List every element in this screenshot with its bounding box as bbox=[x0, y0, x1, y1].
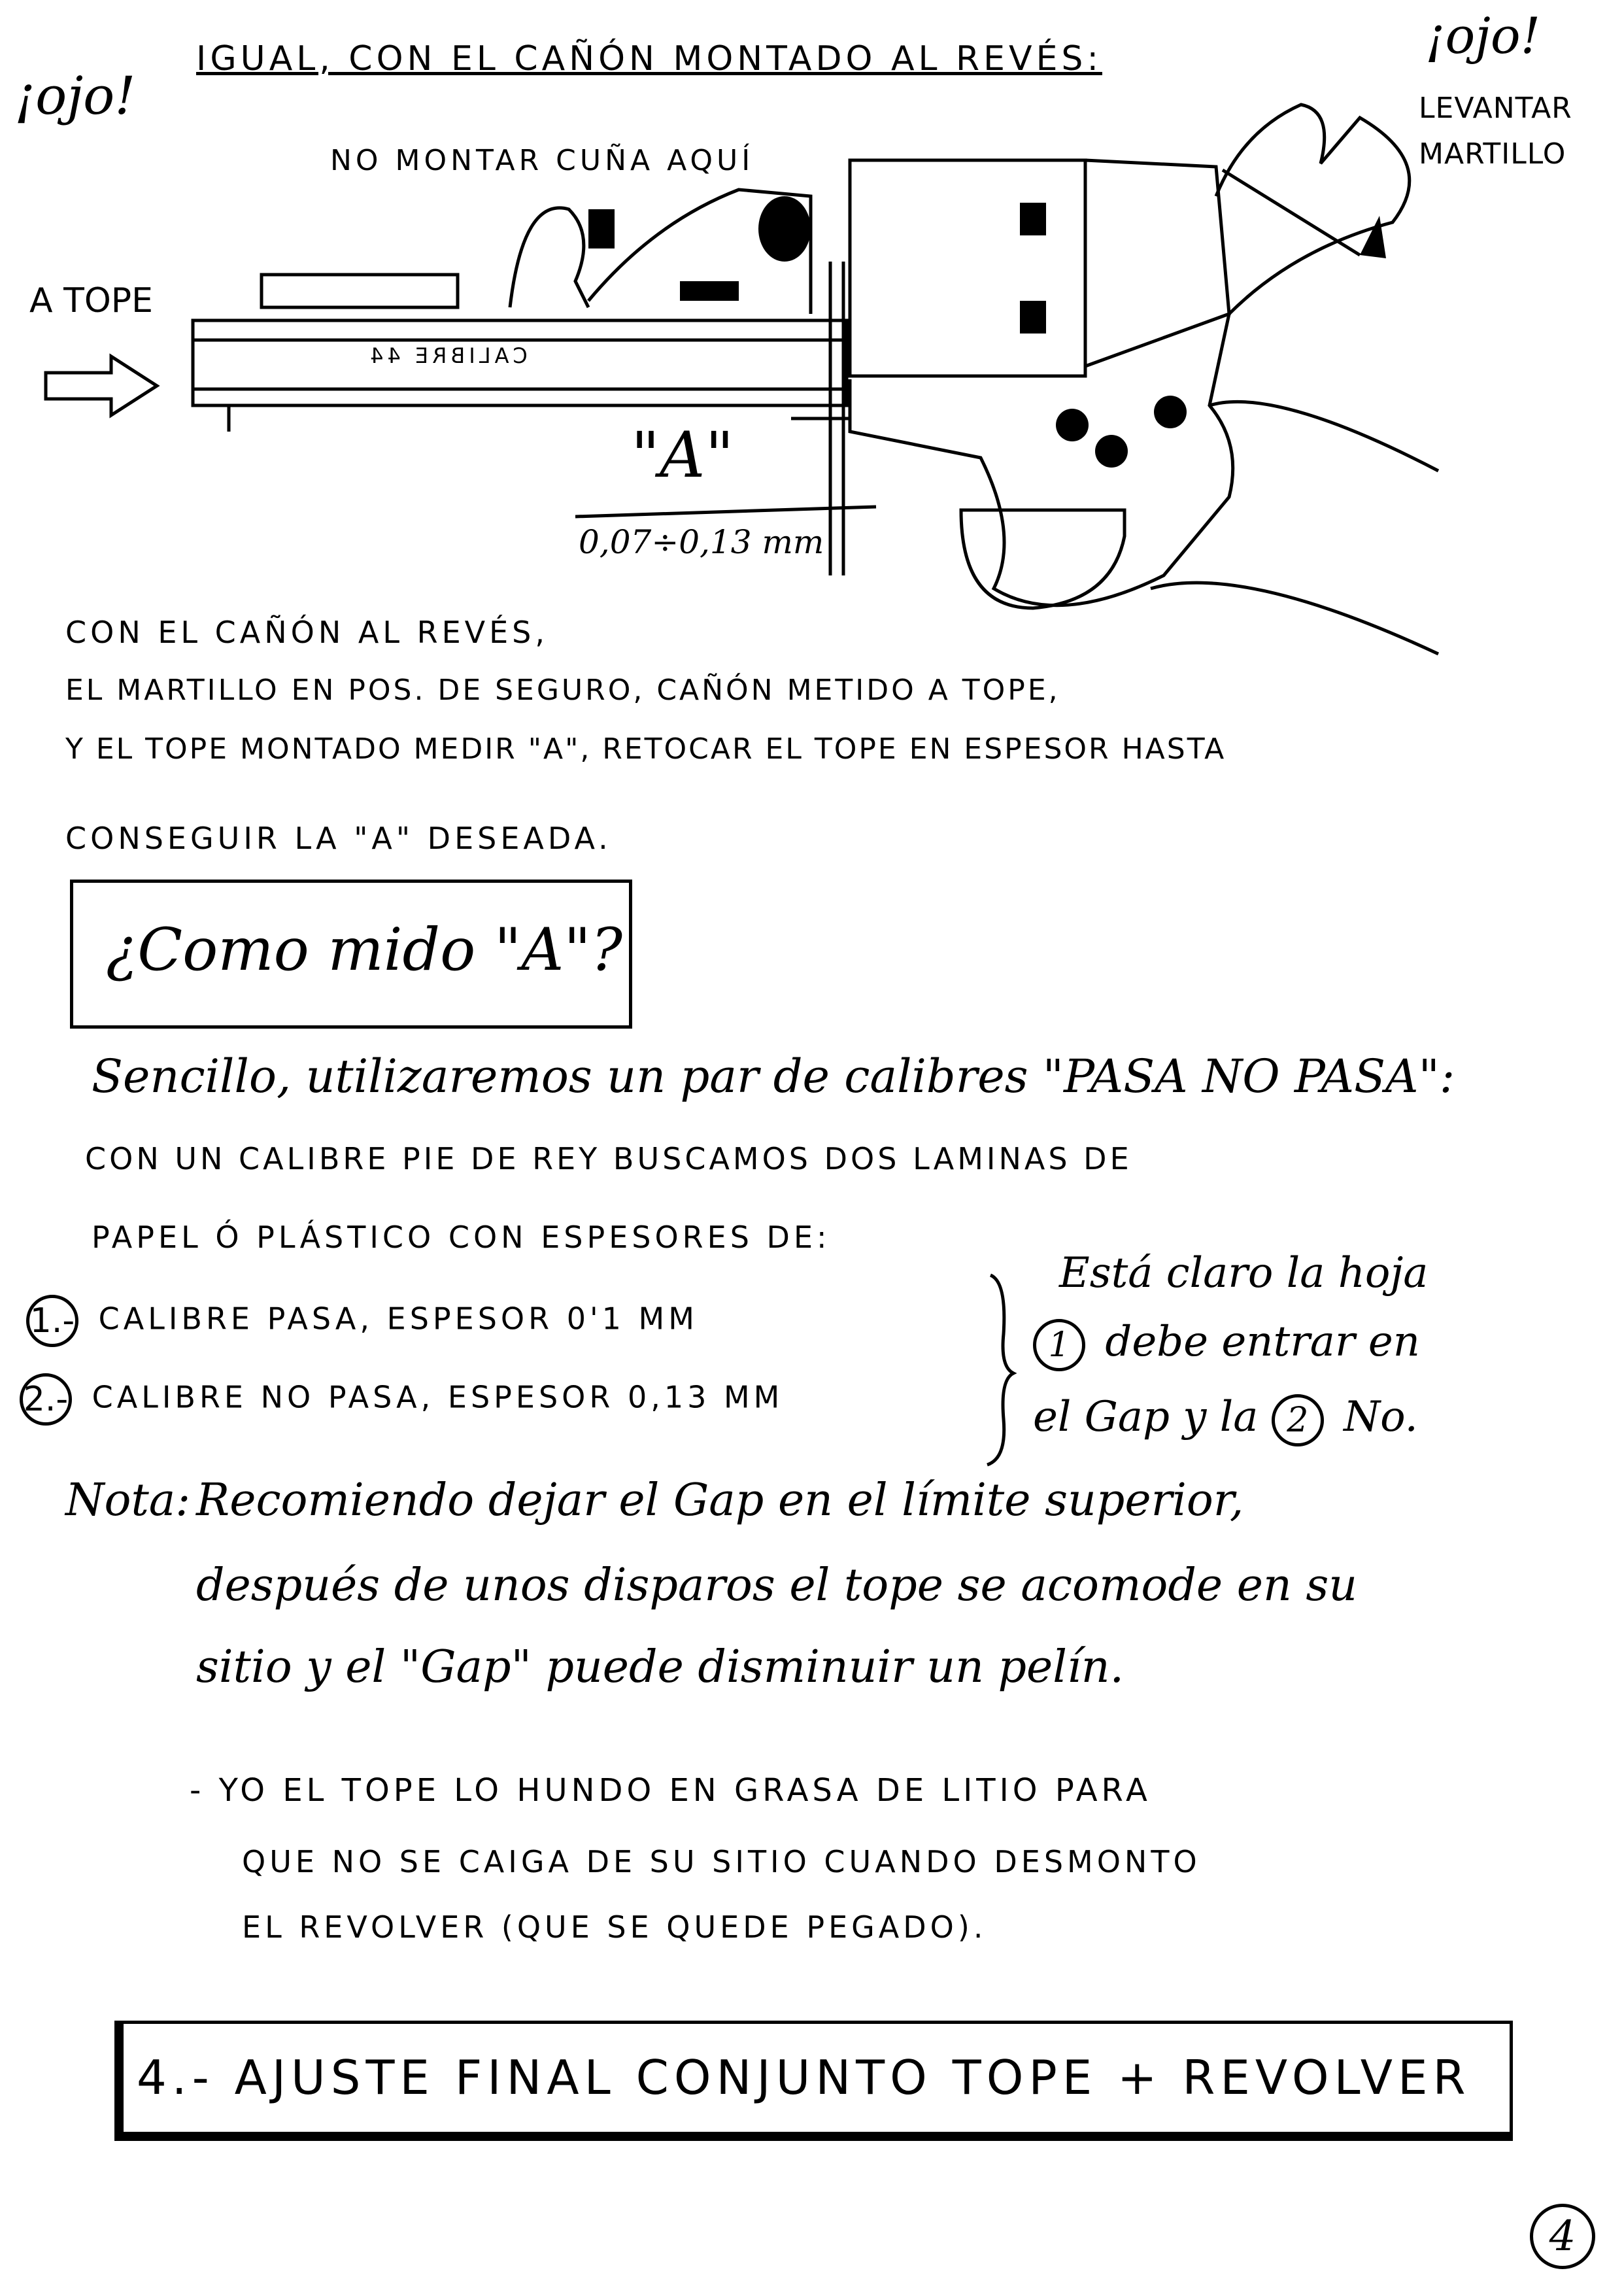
note-line: Recomiendo dejar el Gap en el límite superior, bbox=[196, 1475, 1244, 1526]
side-note-line bbox=[1033, 1318, 1420, 1371]
side-note-text: No. bbox=[1344, 1393, 1418, 1441]
instruction-line: Y EL TOPE MONTADO MEDIR "A", RETOCAR EL TOPE EN ESPESOR HASTA bbox=[65, 732, 1226, 766]
sheet-number-1: 1 bbox=[1033, 1319, 1085, 1371]
gap-a-label: "A" bbox=[631, 419, 734, 492]
section-title: 4.- AJUSTE FINAL CONJUNTO TOPE + REVOLVER bbox=[137, 2050, 1471, 2105]
stop-label: A TOPE bbox=[29, 281, 154, 320]
side-note-line bbox=[1033, 1393, 1418, 1446]
instruction-line: EL MARTILLO EN POS. DE SEGURO, CAÑÓN METIDO A TOPE, bbox=[65, 674, 1060, 707]
answer-line: PAPEL Ó PLÁSTICO CON ESPESORES DE: bbox=[92, 1220, 831, 1255]
page-number: 4 bbox=[1530, 2204, 1595, 2269]
tip-line: QUE NO SE CAIGA DE SU SITIO CUANDO DESMONTO bbox=[242, 1844, 1201, 1879]
lift-hammer-label-1: LEVANTAR bbox=[1419, 92, 1572, 125]
item-text: CALIBRE NO PASA, ESPESOR 0,13 MM bbox=[92, 1379, 784, 1415]
answer-line: CON UN CALIBRE PIE DE REY BUSCAMOS DOS LAMINAS DE bbox=[85, 1141, 1132, 1176]
ojo-exclamation: ¡ojo! bbox=[14, 65, 136, 126]
side-note-text: debe entrar en bbox=[1105, 1318, 1420, 1366]
page-heading: IGUAL, CON EL CAÑÓN MONTADO AL REVÉS: bbox=[196, 39, 1102, 78]
sheet-number-2: 2 bbox=[1272, 1394, 1324, 1446]
note-line: sitio y el "Gap" puede disminuir un pelín. bbox=[196, 1641, 1125, 1693]
tip-line: - YO EL TOPE LO HUNDO EN GRASA DE LITIO PARA bbox=[190, 1772, 1151, 1809]
item-number: 2.- bbox=[20, 1373, 72, 1426]
instruction-line: CONSEGUIR LA "A" DESEADA. bbox=[65, 821, 612, 856]
item-text: CALIBRE PASA, ESPESOR 0'1 MM bbox=[98, 1301, 698, 1337]
gap-value: 0,07÷0,13 mm bbox=[579, 523, 824, 561]
note-line: después de unos disparos el tope se acomode en su bbox=[196, 1560, 1358, 1611]
item-number: 1.- bbox=[26, 1295, 78, 1347]
question-text: ¿Como mido "A"? bbox=[106, 915, 623, 984]
section-title-box bbox=[114, 2021, 1513, 2141]
answer-line: Sencillo, utilizaremos un par de calibres "PASA NO PASA": bbox=[92, 1050, 1455, 1103]
side-note-text: el Gap y la bbox=[1033, 1393, 1259, 1441]
tip-line: EL REVOLVER (QUE SE QUEDE PEGADO). bbox=[242, 1909, 987, 1945]
note-label: Nota: bbox=[65, 1475, 191, 1526]
instruction-line: CON EL CAÑÓN AL REVÉS, bbox=[65, 615, 549, 650]
no-wedge-label: NO MONTAR CUÑA AQUÍ bbox=[330, 144, 754, 177]
lift-hammer-label-2: MARTILLO bbox=[1419, 137, 1566, 171]
ojo-right: ¡ojo! bbox=[1425, 7, 1541, 65]
side-note-line: Está claro la hoja bbox=[1059, 1249, 1429, 1297]
barrel-caliber-text: CALIBRE 44 bbox=[366, 343, 528, 368]
